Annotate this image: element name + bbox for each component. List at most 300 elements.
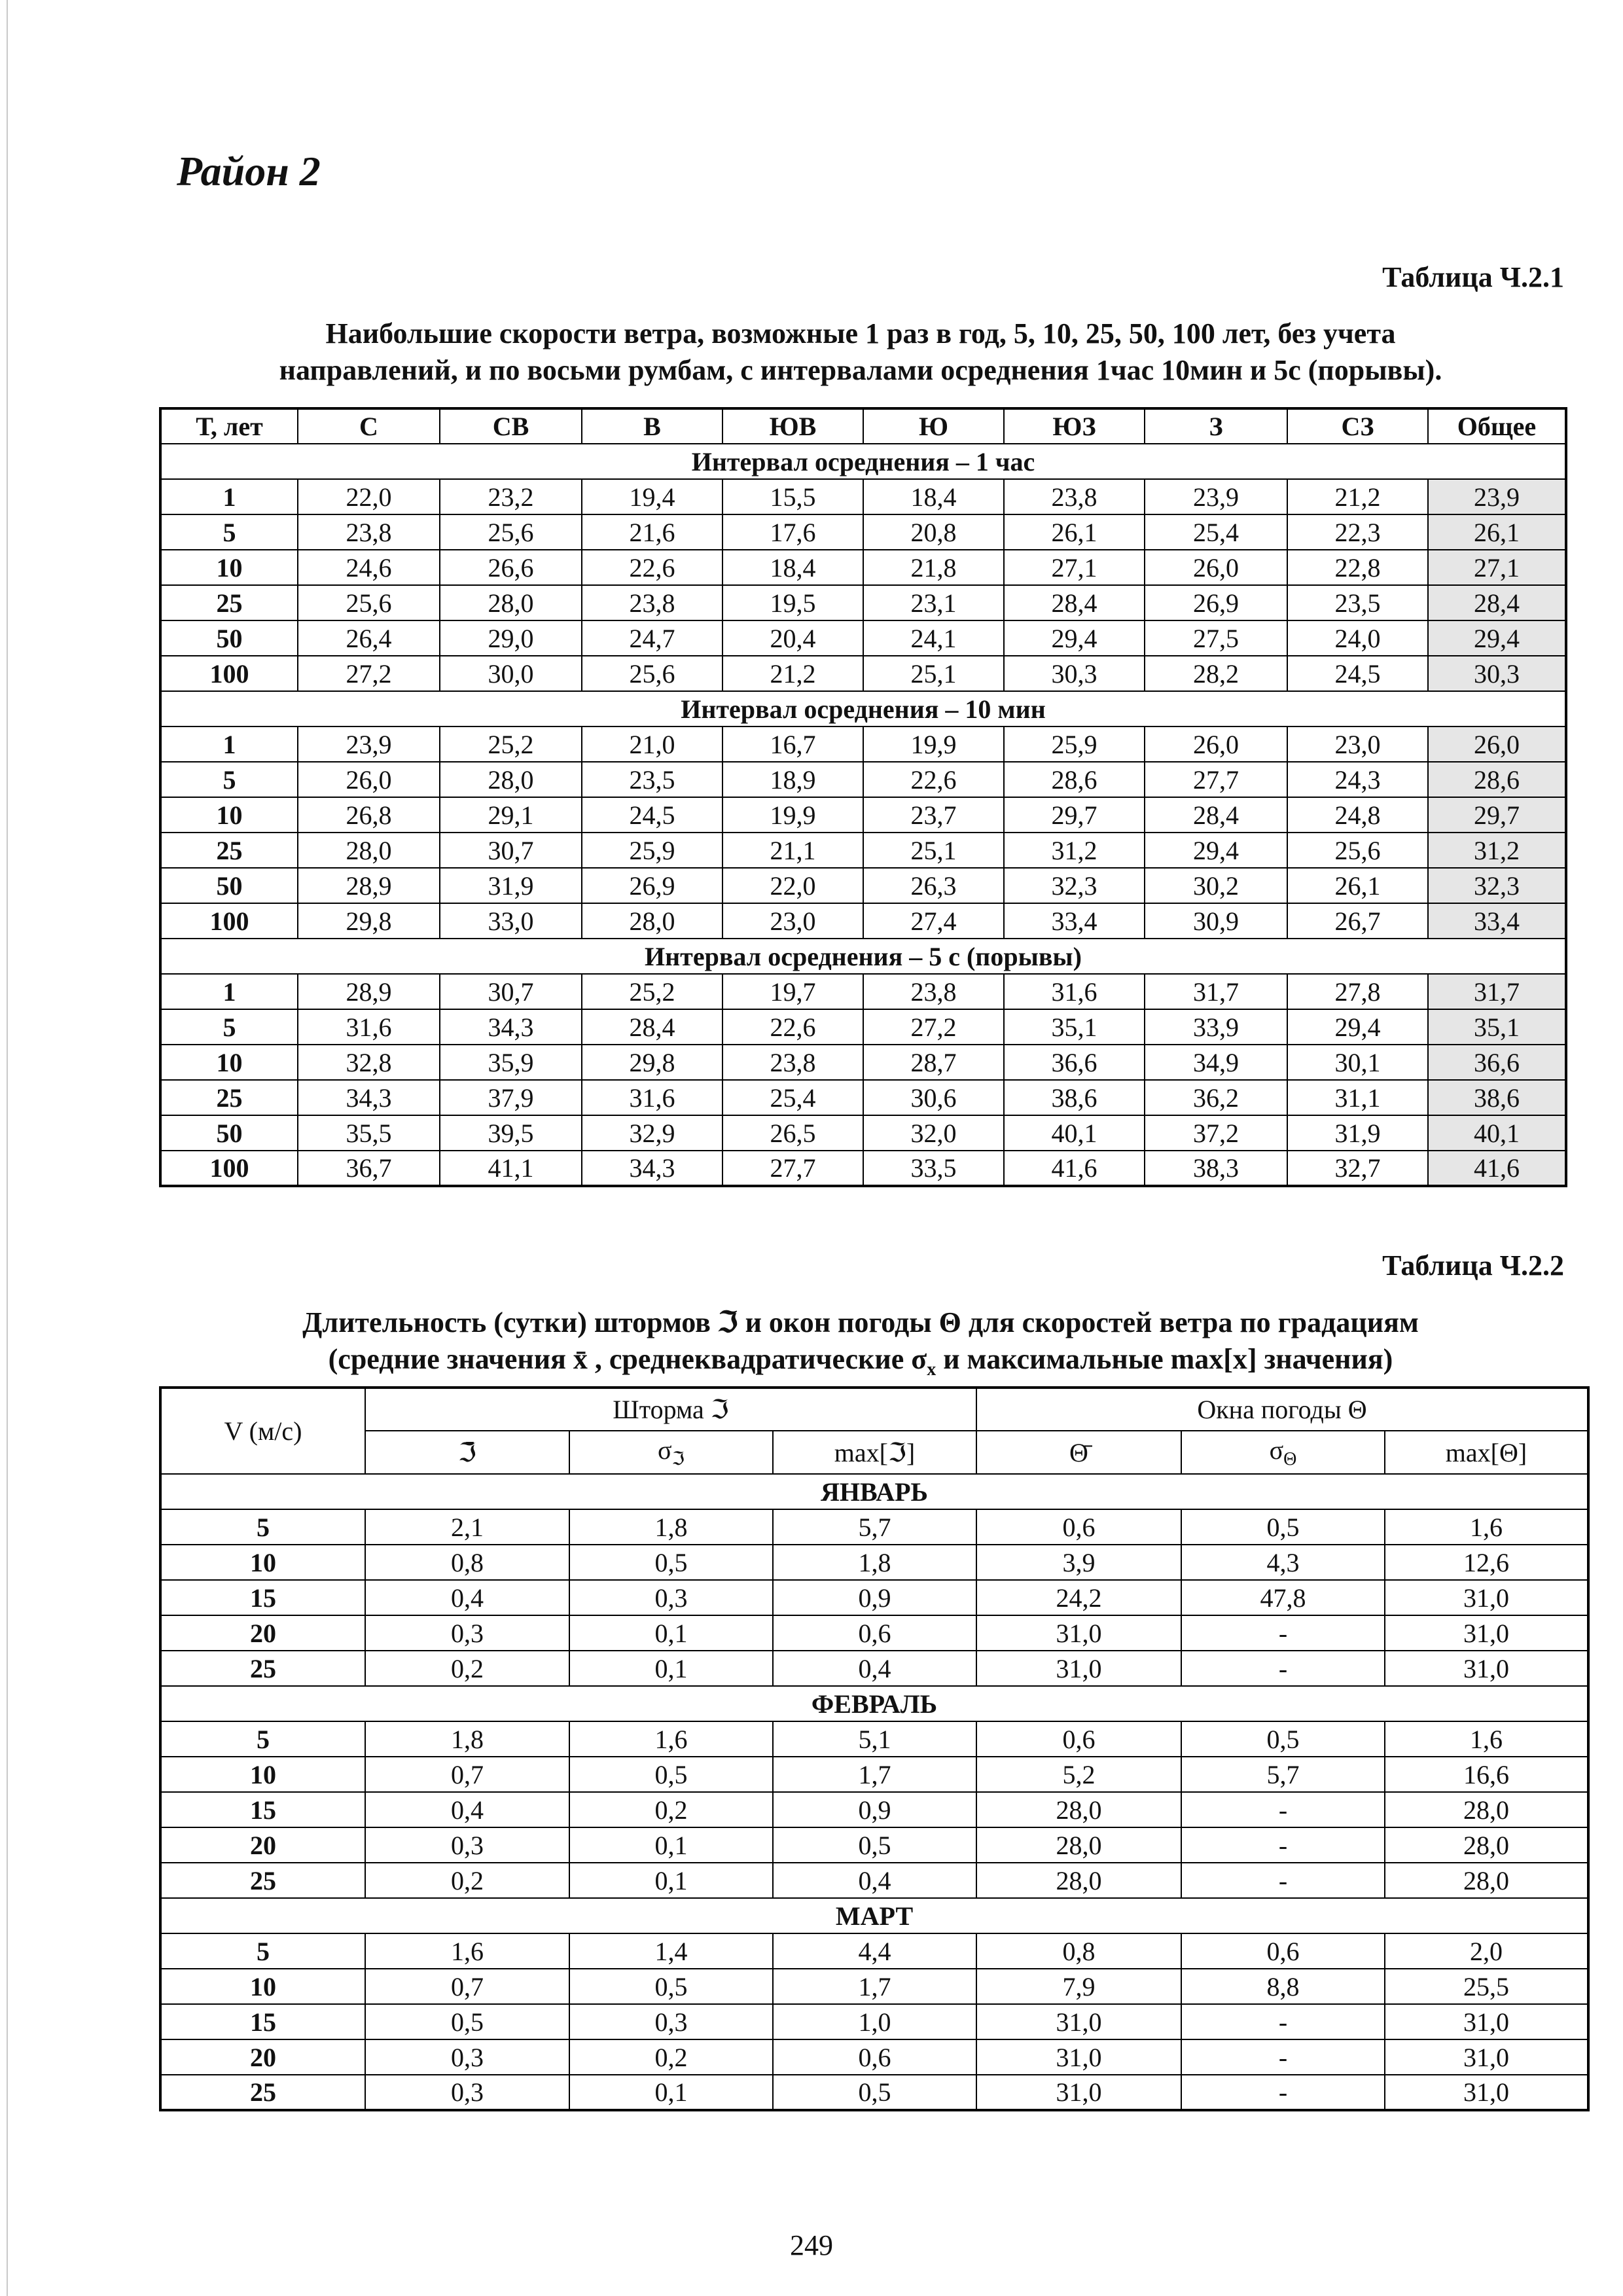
- total-cell: 30,3: [1428, 656, 1566, 691]
- value-cell: 23,9: [1145, 479, 1287, 514]
- total-cell: 36,6: [1428, 1045, 1566, 1080]
- value-cell: 0,9: [773, 1792, 976, 1827]
- value-cell: 25,4: [1145, 514, 1287, 550]
- value-cell: 0,6: [773, 2039, 976, 2075]
- value-cell: 27,4: [863, 903, 1004, 939]
- month-title: ФЕВРАЛЬ: [160, 1686, 1588, 1721]
- speed-cell: 5: [160, 1721, 365, 1757]
- page-number: 249: [790, 2229, 833, 2261]
- value-cell: 0,5: [1181, 1509, 1385, 1545]
- value-cell: 31,1: [1287, 1080, 1428, 1115]
- value-cell: 28,0: [298, 833, 440, 868]
- table-row: [160, 1792, 1588, 1827]
- value-cell: 37,2: [1145, 1115, 1287, 1151]
- header-v: V (м/с): [160, 1388, 365, 1474]
- value-cell: 24,2: [976, 1580, 1181, 1615]
- value-cell: 12,6: [1385, 1545, 1588, 1580]
- value-cell: 23,1: [863, 585, 1004, 620]
- value-cell: 0,2: [569, 2039, 773, 2075]
- table-row: [160, 1545, 1588, 1580]
- value-cell: 31,0: [976, 2039, 1181, 2075]
- value-cell: 27,2: [863, 1009, 1004, 1045]
- speed-cell: 10: [160, 1969, 365, 2004]
- table1-body: [160, 444, 1566, 1186]
- value-cell: 27,7: [722, 1151, 863, 1186]
- value-cell: 31,0: [976, 2075, 1181, 2110]
- table1-caption-line1: Наибольшие скорости ветра, возможные 1 раз в год, 5, 10, 25, 50, 100 лет, без учета: [325, 317, 1396, 350]
- value-cell: 4,3: [1181, 1545, 1385, 1580]
- value-cell: 0,4: [365, 1580, 569, 1615]
- value-cell: 23,8: [863, 974, 1004, 1009]
- value-cell: 0,1: [569, 1863, 773, 1898]
- value-cell: 23,8: [298, 514, 440, 550]
- value-cell: 28,0: [582, 903, 722, 939]
- table-row: [160, 1651, 1588, 1686]
- value-cell: 28,4: [582, 1009, 722, 1045]
- total-cell: 27,1: [1428, 550, 1566, 585]
- total-cell: 31,7: [1428, 974, 1566, 1009]
- table-row: [160, 833, 1566, 868]
- value-cell: 23,7: [863, 797, 1004, 833]
- value-cell: 28,2: [1145, 656, 1287, 691]
- value-cell: 35,5: [298, 1115, 440, 1151]
- month-row: [160, 1474, 1588, 1509]
- value-cell: 25,9: [582, 833, 722, 868]
- value-cell: 34,9: [1145, 1045, 1287, 1080]
- value-cell: 30,3: [1004, 656, 1145, 691]
- table-row: [160, 1580, 1588, 1615]
- period-cell: 25: [160, 1080, 298, 1115]
- value-cell: 1,8: [569, 1509, 773, 1545]
- value-cell: 27,2: [298, 656, 440, 691]
- speed-cell: 15: [160, 1792, 365, 1827]
- period-cell: 5: [160, 514, 298, 550]
- table-row: [160, 1721, 1588, 1757]
- value-cell: 0,3: [365, 1615, 569, 1651]
- value-cell: 0,5: [569, 1969, 773, 2004]
- total-cell: 31,2: [1428, 833, 1566, 868]
- value-cell: 24,6: [298, 550, 440, 585]
- table-row: [160, 514, 1566, 550]
- value-cell: 18,4: [863, 479, 1004, 514]
- header-storm-mean: [365, 1431, 569, 1474]
- period-cell: 1: [160, 479, 298, 514]
- value-cell: 0,7: [365, 1969, 569, 2004]
- value-cell: -: [1181, 1863, 1385, 1898]
- table-row: [160, 585, 1566, 620]
- header-nw: СЗ: [1287, 408, 1428, 444]
- table2-caption-line1: Длительность (сутки) штормов ℑ и окон погоды Θ для скоростей ветра по градациям: [302, 1306, 1419, 1338]
- value-cell: 0,2: [569, 1792, 773, 1827]
- speed-cell: 20: [160, 1827, 365, 1863]
- header-window-max: [1385, 1431, 1588, 1474]
- value-cell: 24,1: [863, 620, 1004, 656]
- table-row: [160, 1863, 1588, 1898]
- value-cell: 5,2: [976, 1757, 1181, 1792]
- value-cell: 18,4: [722, 550, 863, 585]
- table-row: [160, 1151, 1566, 1186]
- page-edge: [7, 0, 8, 2296]
- value-cell: 29,1: [440, 797, 582, 833]
- period-cell: 50: [160, 620, 298, 656]
- value-cell: 28,4: [1145, 797, 1287, 833]
- header-storm-max: [773, 1431, 976, 1474]
- value-cell: -: [1181, 2075, 1385, 2110]
- period-cell: 50: [160, 1115, 298, 1151]
- value-cell: 2,1: [365, 1509, 569, 1545]
- value-cell: 19,7: [722, 974, 863, 1009]
- value-cell: 22,0: [298, 479, 440, 514]
- total-cell: 35,1: [1428, 1009, 1566, 1045]
- value-cell: 32,8: [298, 1045, 440, 1080]
- value-cell: 36,7: [298, 1151, 440, 1186]
- total-cell: 41,6: [1428, 1151, 1566, 1186]
- header-se: ЮВ: [722, 408, 863, 444]
- value-cell: 30,2: [1145, 868, 1287, 903]
- value-cell: 23,0: [1287, 726, 1428, 762]
- value-cell: 31,0: [1385, 1651, 1588, 1686]
- value-cell: 1,7: [773, 1969, 976, 2004]
- table-row: [160, 1009, 1566, 1045]
- month-row: [160, 1686, 1588, 1721]
- value-cell: 25,5: [1385, 1969, 1588, 2004]
- value-cell: 26,0: [298, 762, 440, 797]
- table2-caption-line2-start: (средние значения x̄ , среднеквадратические σ: [328, 1343, 927, 1375]
- section-row: [160, 691, 1566, 726]
- value-cell: 36,6: [1004, 1045, 1145, 1080]
- value-cell: 22,6: [863, 762, 1004, 797]
- value-cell: 2,0: [1385, 1933, 1588, 1969]
- value-cell: 33,9: [1145, 1009, 1287, 1045]
- header-t: Т, лет: [160, 408, 298, 444]
- value-cell: 27,7: [1145, 762, 1287, 797]
- value-cell: 25,2: [582, 974, 722, 1009]
- header-window-sigma-sub: Θ: [1283, 1449, 1297, 1469]
- period-cell: 100: [160, 656, 298, 691]
- value-cell: 1,6: [1385, 1509, 1588, 1545]
- value-cell: 35,1: [1004, 1009, 1145, 1045]
- value-cell: 1,8: [365, 1721, 569, 1757]
- value-cell: 0,7: [365, 1757, 569, 1792]
- table-row: [160, 550, 1566, 585]
- table2-caption-line2-end: и максимальные max[x] значения): [936, 1343, 1393, 1375]
- total-cell: 32,3: [1428, 868, 1566, 903]
- value-cell: -: [1181, 1827, 1385, 1863]
- table-row: [160, 974, 1566, 1009]
- value-cell: 21,6: [582, 514, 722, 550]
- value-cell: 21,0: [582, 726, 722, 762]
- value-cell: 23,8: [722, 1045, 863, 1080]
- header-ne: СВ: [440, 408, 582, 444]
- value-cell: 1,6: [569, 1721, 773, 1757]
- value-cell: 22,0: [722, 868, 863, 903]
- table1-caption: [157, 315, 1564, 389]
- month-row: [160, 1898, 1588, 1933]
- period-cell: 5: [160, 1009, 298, 1045]
- value-cell: 24,5: [582, 797, 722, 833]
- header-storm-mean-label: ℑ̄: [458, 1437, 476, 1467]
- speed-cell: 15: [160, 1580, 365, 1615]
- value-cell: -: [1181, 1615, 1385, 1651]
- value-cell: 35,9: [440, 1045, 582, 1080]
- value-cell: 0,1: [569, 1615, 773, 1651]
- value-cell: 28,4: [1004, 585, 1145, 620]
- speed-cell: 25: [160, 2075, 365, 2110]
- value-cell: 31,0: [976, 1615, 1181, 1651]
- value-cell: 27,1: [1004, 550, 1145, 585]
- value-cell: 0,6: [976, 1721, 1181, 1757]
- table-row: [160, 2075, 1588, 2110]
- value-cell: 25,6: [298, 585, 440, 620]
- period-cell: 1: [160, 726, 298, 762]
- value-cell: 20,4: [722, 620, 863, 656]
- header-total: Общее: [1428, 408, 1566, 444]
- value-cell: 24,8: [1287, 797, 1428, 833]
- value-cell: 0,4: [773, 1651, 976, 1686]
- value-cell: 0,3: [569, 2004, 773, 2039]
- value-cell: 0,3: [365, 1827, 569, 1863]
- value-cell: -: [1181, 1792, 1385, 1827]
- speed-cell: 25: [160, 1863, 365, 1898]
- value-cell: 26,1: [1004, 514, 1145, 550]
- value-cell: 28,0: [976, 1863, 1181, 1898]
- value-cell: 5,7: [773, 1509, 976, 1545]
- value-cell: 28,6: [1004, 762, 1145, 797]
- table-row: [160, 1969, 1588, 2004]
- table-row: [160, 1757, 1588, 1792]
- value-cell: 25,9: [1004, 726, 1145, 762]
- value-cell: 25,6: [440, 514, 582, 550]
- value-cell: 0,5: [773, 2075, 976, 2110]
- header-window-sigma: [1181, 1431, 1385, 1474]
- speed-cell: 10: [160, 1545, 365, 1580]
- section-row: [160, 939, 1566, 974]
- value-cell: 31,9: [440, 868, 582, 903]
- value-cell: 1,8: [773, 1545, 976, 1580]
- wind-speed-table: [159, 407, 1567, 1187]
- total-cell: 26,0: [1428, 726, 1566, 762]
- value-cell: 32,0: [863, 1115, 1004, 1151]
- value-cell: 29,7: [1004, 797, 1145, 833]
- value-cell: 19,5: [722, 585, 863, 620]
- value-cell: -: [1181, 2039, 1385, 2075]
- header-window-mean-label: Θ̄: [1069, 1437, 1088, 1467]
- period-cell: 25: [160, 833, 298, 868]
- value-cell: 0,6: [1181, 1933, 1385, 1969]
- value-cell: 26,0: [1145, 550, 1287, 585]
- value-cell: 0,5: [1181, 1721, 1385, 1757]
- period-cell: 25: [160, 585, 298, 620]
- value-cell: 29,8: [582, 1045, 722, 1080]
- storm-duration-table: [159, 1386, 1590, 2111]
- value-cell: 21,8: [863, 550, 1004, 585]
- header-window-mean: [976, 1431, 1181, 1474]
- section-title: Интервал осреднения – 10 мин: [160, 691, 1566, 726]
- value-cell: 16,7: [722, 726, 863, 762]
- value-cell: 38,6: [1004, 1080, 1145, 1115]
- month-title: ЯНВАРЬ: [160, 1474, 1588, 1509]
- value-cell: 5,7: [1181, 1757, 1385, 1792]
- value-cell: 0,9: [773, 1580, 976, 1615]
- header-storm-max-label: max[ℑ]: [834, 1437, 916, 1467]
- value-cell: 28,9: [298, 868, 440, 903]
- value-cell: 0,3: [365, 2039, 569, 2075]
- value-cell: 28,0: [1385, 1863, 1588, 1898]
- value-cell: 31,6: [298, 1009, 440, 1045]
- table-row: [160, 620, 1566, 656]
- value-cell: 30,1: [1287, 1045, 1428, 1080]
- value-cell: 25,2: [440, 726, 582, 762]
- value-cell: 30,7: [440, 974, 582, 1009]
- table-row: [160, 1115, 1566, 1151]
- value-cell: 21,2: [1287, 479, 1428, 514]
- value-cell: 5,1: [773, 1721, 976, 1757]
- table-row: [160, 656, 1566, 691]
- value-cell: 31,0: [1385, 1615, 1588, 1651]
- table1-caption-line2: направлений, и по восьми румбам, с интервалами осреднения 1час 10мин и 5с (порывы).: [279, 354, 1442, 386]
- value-cell: 28,0: [440, 585, 582, 620]
- value-cell: 25,4: [722, 1080, 863, 1115]
- header-w: З: [1145, 408, 1287, 444]
- value-cell: 30,6: [863, 1080, 1004, 1115]
- table1-number: Таблица Ч.2.1: [1382, 261, 1564, 293]
- header-e: В: [582, 408, 722, 444]
- value-cell: 29,4: [1004, 620, 1145, 656]
- header-sw: ЮЗ: [1004, 408, 1145, 444]
- value-cell: 0,3: [365, 2075, 569, 2110]
- value-cell: 0,5: [773, 1827, 976, 1863]
- value-cell: 23,9: [298, 726, 440, 762]
- value-cell: 47,8: [1181, 1580, 1385, 1615]
- value-cell: 28,7: [863, 1045, 1004, 1080]
- total-cell: 26,1: [1428, 514, 1566, 550]
- period-cell: 10: [160, 797, 298, 833]
- value-cell: 30,7: [440, 833, 582, 868]
- value-cell: 31,9: [1287, 1115, 1428, 1151]
- table-row: [160, 1509, 1588, 1545]
- value-cell: 1,0: [773, 2004, 976, 2039]
- table-row: [160, 903, 1566, 939]
- value-cell: 30,0: [440, 656, 582, 691]
- value-cell: 27,8: [1287, 974, 1428, 1009]
- value-cell: 41,6: [1004, 1151, 1145, 1186]
- value-cell: 0,8: [976, 1933, 1181, 1969]
- value-cell: 28,9: [298, 974, 440, 1009]
- value-cell: 23,8: [582, 585, 722, 620]
- header-storm-sigma-label: σ: [657, 1435, 672, 1465]
- table-row: [160, 1933, 1588, 1969]
- value-cell: 32,9: [582, 1115, 722, 1151]
- value-cell: 3,9: [976, 1545, 1181, 1580]
- value-cell: 38,3: [1145, 1151, 1287, 1186]
- section-title: Интервал осреднения – 1 час: [160, 444, 1566, 479]
- table-row: [160, 797, 1566, 833]
- table-row: [160, 726, 1566, 762]
- value-cell: 29,4: [1145, 833, 1287, 868]
- value-cell: 1,7: [773, 1757, 976, 1792]
- value-cell: 37,9: [440, 1080, 582, 1115]
- total-cell: 28,4: [1428, 585, 1566, 620]
- table-row: [160, 2039, 1588, 2075]
- value-cell: 39,5: [440, 1115, 582, 1151]
- speed-cell: 20: [160, 2039, 365, 2075]
- table2-caption-line2: [157, 1341, 1564, 1388]
- value-cell: 18,9: [722, 762, 863, 797]
- value-cell: 19,9: [722, 797, 863, 833]
- total-cell: 29,4: [1428, 620, 1566, 656]
- value-cell: 0,1: [569, 2075, 773, 2110]
- table1-header-row: [160, 408, 1566, 444]
- value-cell: 0,1: [569, 1651, 773, 1686]
- value-cell: 24,0: [1287, 620, 1428, 656]
- total-cell: 23,9: [1428, 479, 1566, 514]
- value-cell: 0,8: [365, 1545, 569, 1580]
- speed-cell: 10: [160, 1757, 365, 1792]
- value-cell: 23,2: [440, 479, 582, 514]
- value-cell: 29,4: [1287, 1009, 1428, 1045]
- value-cell: 0,1: [569, 1827, 773, 1863]
- value-cell: 0,3: [569, 1580, 773, 1615]
- value-cell: 26,8: [298, 797, 440, 833]
- value-cell: 41,1: [440, 1151, 582, 1186]
- value-cell: 28,0: [976, 1792, 1181, 1827]
- value-cell: 22,6: [722, 1009, 863, 1045]
- region-title: Район 2: [177, 148, 321, 194]
- speed-cell: 25: [160, 1651, 365, 1686]
- value-cell: 26,1: [1287, 868, 1428, 903]
- value-cell: 4,4: [773, 1933, 976, 1969]
- value-cell: 31,0: [1385, 2075, 1588, 2110]
- value-cell: 19,4: [582, 479, 722, 514]
- table-row: [160, 1080, 1566, 1115]
- table-row: [160, 868, 1566, 903]
- value-cell: 1,6: [1385, 1721, 1588, 1757]
- total-cell: 29,7: [1428, 797, 1566, 833]
- value-cell: 0,6: [773, 1615, 976, 1651]
- value-cell: 34,3: [582, 1151, 722, 1186]
- value-cell: 23,5: [1287, 585, 1428, 620]
- value-cell: 0,5: [365, 2004, 569, 2039]
- value-cell: 0,5: [569, 1545, 773, 1580]
- value-cell: 28,0: [1385, 1827, 1588, 1863]
- table2-number: Таблица Ч.2.2: [1382, 1249, 1564, 1282]
- period-cell: 50: [160, 868, 298, 903]
- value-cell: 23,0: [722, 903, 863, 939]
- value-cell: 25,1: [863, 833, 1004, 868]
- value-cell: 31,6: [582, 1080, 722, 1115]
- value-cell: 30,9: [1145, 903, 1287, 939]
- speed-cell: 5: [160, 1933, 365, 1969]
- value-cell: 1,6: [365, 1933, 569, 1969]
- period-cell: 10: [160, 550, 298, 585]
- value-cell: 25,1: [863, 656, 1004, 691]
- value-cell: 21,1: [722, 833, 863, 868]
- value-cell: 31,0: [1385, 1580, 1588, 1615]
- section-title: Интервал осреднения – 5 с (порывы): [160, 939, 1566, 974]
- header-windows: Окна погоды Θ: [976, 1388, 1588, 1431]
- table2-header-row-1: [160, 1388, 1588, 1431]
- total-cell: 33,4: [1428, 903, 1566, 939]
- value-cell: -: [1181, 2004, 1385, 2039]
- value-cell: 31,0: [976, 2004, 1181, 2039]
- value-cell: 26,5: [722, 1115, 863, 1151]
- value-cell: 33,4: [1004, 903, 1145, 939]
- period-cell: 100: [160, 903, 298, 939]
- value-cell: 15,5: [722, 479, 863, 514]
- value-cell: 26,9: [582, 868, 722, 903]
- header-window-sigma-label: σ: [1269, 1435, 1284, 1465]
- value-cell: 0,4: [365, 1792, 569, 1827]
